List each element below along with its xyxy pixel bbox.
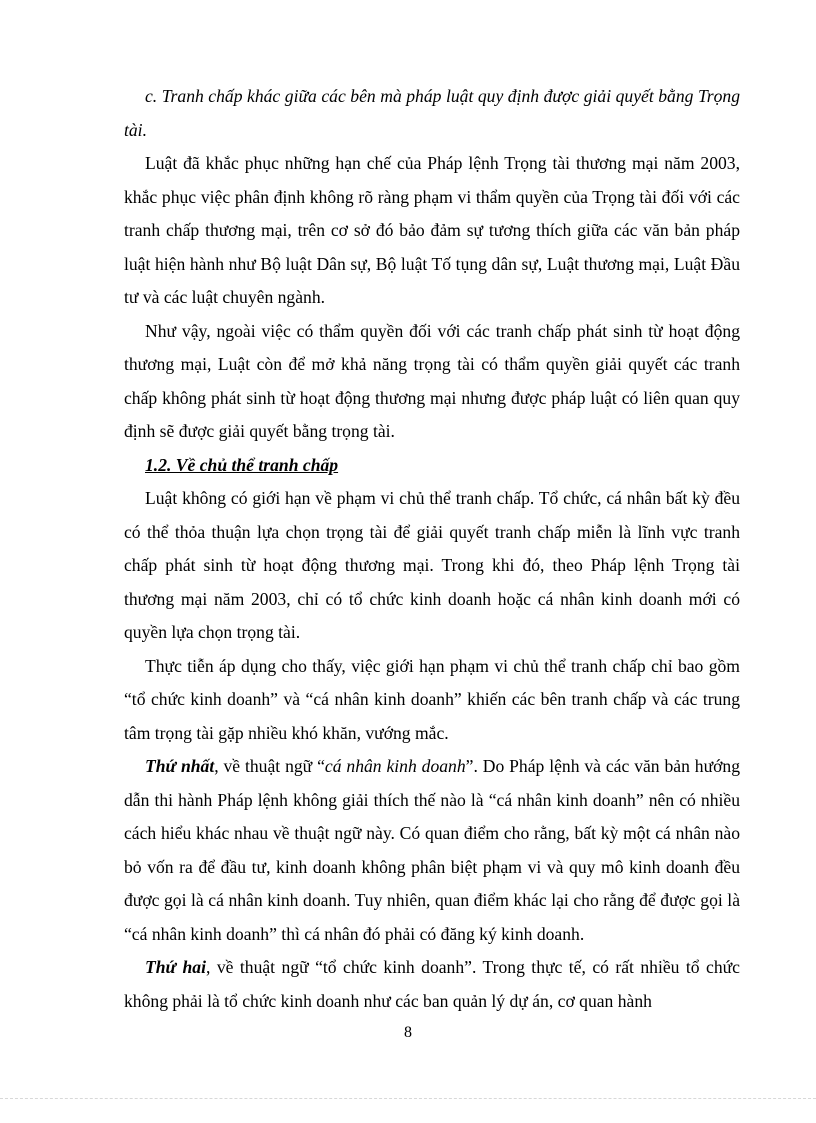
paragraph-khong-gioi-han: Luật không có giới hạn về phạm vi chủ thể tranh chấp. Tổ chức, cá nhân bất kỳ đều có thể thỏa thuận lựa chọn trọng tài để giải quyết tranh chấp miễn là lĩnh vực tranh chấp phát sinh từ hoạt động thương mại. Trong khi đó, theo Pháp lệnh Trọng tài thương mại năm 2003, chỉ có tổ chức kinh doanh hoặc cá nhân kinh doanh mới có quyền lựa chọn trọng tài. — [124, 488, 740, 642]
paragraph-luat: Luật đã khắc phục những hạn chế của Pháp lệnh Trọng tài thương mại năm 2003, khắc phục việc phân định không rõ ràng phạm vi thẩm quyền của Trọng tài đối với các tranh chấp thương mại, trên cơ sở đó bảo đảm sự tương thích giữa các văn bản pháp luật hiện hành như Bộ luật Dân sự, Bộ luật Tố tụng dân sự, Luật thương mại, Luật Đầu tư và các luật chuyên ngành. — [124, 153, 740, 307]
page-body — [124, 80, 740, 1018]
thu-nhat-lead: Thứ nhất — [145, 756, 215, 776]
page-number: 8 — [404, 1024, 412, 1041]
thu-hai-rest: , về thuật ngữ “tổ chức kinh doanh”. Trong thực tế, có rất nhiều tổ chức không phải là tổ chức kinh doanh như các ban quản lý dự án, cơ quan hành — [124, 957, 740, 1011]
thu-nhat-mid: , về thuật ngữ “ — [214, 756, 325, 776]
thu-nhat-rest: ”. Do Pháp lệnh và các văn bản hướng dẫn thi hành Pháp lệnh không giải thích thế nào là “cá nhân kinh doanh” nên có nhiều cách hiểu khác nhau về thuật ngữ này. Có quan điểm cho rằng, bất kỳ một cá nhân nào bỏ vốn ra để đầu tư, kinh doanh không phân biệt phạm vi và quy mô kinh doanh đều được gọi là cá nhân kinh doanh. Tuy nhiên, quan điểm khác lại cho rằng để được gọi là “cá nhân kinh doanh” thì cá nhân đó phải có đăng ký kinh doanh. — [124, 756, 740, 944]
paragraph-thuc-tien: Thực tiễn áp dụng cho thấy, việc giới hạn phạm vi chủ thể tranh chấp chỉ bao gồm “tổ chức kinh doanh” và “cá nhân kinh doanh” khiến các bên tranh chấp và các trung tâm trọng tài gặp nhiều khó khăn, vướng mắc. — [124, 655, 740, 743]
paragraph-nhu-vay: Như vậy, ngoài việc có thẩm quyền đối với các tranh chấp phát sinh từ hoạt động thương mại, Luật còn để mở khả năng trọng tài có thẩm quyền giải quyết các tranh chấp không phát sinh từ hoạt động thương mại nhưng được pháp luật có liên quan quy định sẽ được giải quyết bằng trọng tài. — [124, 320, 740, 441]
thu-nhat-term: cá nhân kinh doanh — [324, 756, 466, 776]
paragraph-thu-nhat — [124, 750, 740, 951]
paragraph-thu-hai — [124, 951, 740, 1018]
section-heading: 1.2. Về chủ thể tranh chấp — [145, 454, 339, 475]
thu-hai-lead: Thứ hai — [145, 957, 206, 977]
paragraph-item-c: c. Tranh chấp khác giữa các bên mà pháp luật quy định được giải quyết bằng Trọng tài. — [124, 86, 740, 140]
page-bottom-divider — [0, 1098, 816, 1099]
